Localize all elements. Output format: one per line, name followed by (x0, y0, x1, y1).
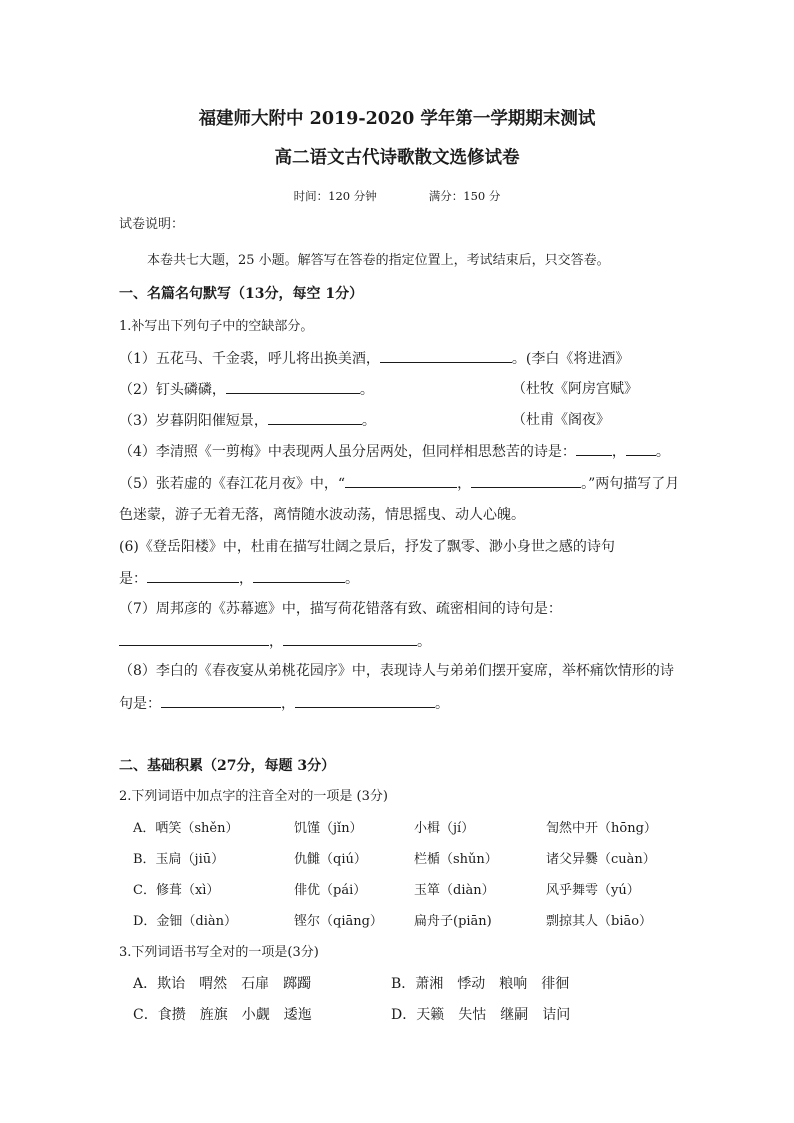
answer-blank[interactable] (226, 380, 360, 394)
answer-blank[interactable] (626, 442, 656, 456)
answer-blank[interactable] (119, 632, 269, 646)
item-1-7-cont: ， 。 (119, 632, 431, 651)
q2-option-b-word-3: 栏楯（shǔn） (414, 852, 498, 867)
item-1-5: （5）张若虚的《春江花月夜》中，“ ， 。”两句描写了月 (119, 476, 680, 492)
q2-option-b-word-2: 仇雠（qiú） (294, 852, 367, 867)
item-1-4: （4）李清照《一剪梅》中表现两人虽分居两处，但同样相思愁苦的诗是： ， 。 (119, 444, 670, 460)
q2-option-d-word-2: 铿尔（qiāng） (294, 914, 383, 929)
item-1-6-cont: 是： ， 。 (119, 571, 359, 587)
q2-option-b-word-1[interactable]: B．玉扃（jiū） (133, 852, 225, 867)
q2-option-c-word-1[interactable]: C．修葺（xì） (133, 883, 220, 898)
q3-option-a[interactable]: A．欺诒 喟然 石扉 踯躅 (133, 976, 312, 992)
instructions-text: 本卷共七大题，25 小题。解答写在答卷的指定位置上，考试结束后，只交答卷。 (147, 253, 610, 268)
item-1-5-cont: 色迷蒙，游子无着无落，离情随水波动荡，情思摇曳、动人心魄。 (119, 507, 525, 523)
q2-option-d-word-1[interactable]: D．金钿（diàn） (133, 914, 238, 929)
q2-option-a-word-1[interactable]: A．哂笑（shěn） (133, 821, 239, 836)
item-1-3-source: （杜甫《阁夜》 (512, 412, 610, 428)
answer-blank[interactable] (283, 632, 417, 646)
exam-meta (0, 188, 794, 204)
item-1-2: （2）钉头磷磷， 。 (119, 382, 374, 398)
q2-option-d-word-3: 扁舟子(piān) (414, 914, 492, 929)
q2-option-a-word-4: 訇然中开（hōng） (546, 821, 657, 836)
q2-option-a-word-3: 小楫（jí） (414, 821, 475, 836)
q2-option-c-word-4: 风乎舞雩（yú） (546, 883, 640, 898)
question-2: 2.下列词语中加点字的注音全对的一项是 (3分) (119, 789, 388, 804)
answer-blank[interactable] (295, 694, 435, 708)
item-1-7: （7）周邦彦的《苏幕遮》中，描写荷花错落有致、疏密相间的诗句是： (119, 601, 562, 617)
item-1-2-source: （杜牧《阿房宫赋》 (512, 381, 638, 397)
q2-option-a-word-2: 饥馑（jǐn） (294, 821, 363, 836)
item-1-6: (6)《登岳阳楼》中，杜甫在描写壮阔之景后，抒发了飘零、渺小身世之感的诗句 (119, 539, 615, 555)
answer-blank[interactable] (345, 474, 457, 488)
section1-heading: 一、名篇名句默写（13分，每空 1分） (119, 286, 364, 302)
item-1-8-cont: 句是： ， 。 (119, 696, 449, 712)
full-score: 满分：150 分 (428, 189, 501, 203)
answer-blank[interactable] (380, 349, 512, 363)
item-1-1: （1）五花马、千金裘，呼儿将出换美酒， 。(李白《将进酒》 (119, 351, 630, 367)
q3-option-c[interactable]: C．食攒 旌旗 小觑 逶迤 (133, 1007, 312, 1023)
q2-option-c-word-2: 俳优（pái） (294, 883, 367, 898)
item-1-8: （8）李白的《春夜宴从弟桃花园序》中，表现诗人与弟弟们摆开宴席，举杯痛饮情形的诗 (119, 663, 674, 679)
exam-subtitle: 高二语文古代诗歌散文选修试卷 (274, 148, 520, 168)
q3-option-d[interactable]: D．天籁 失怙 继嗣 诘问 (391, 1007, 571, 1023)
answer-blank[interactable] (253, 569, 345, 583)
instructions-label: 试卷说明： (119, 217, 185, 232)
section2-heading: 二、基础积累（27分，每题 3分） (119, 758, 336, 774)
q2-option-c-word-3: 玉箪（diàn） (414, 883, 495, 898)
q2-option-b-word-4: 诸父异爨（cuàn） (546, 852, 656, 867)
item-1-3: （3）岁暮阴阳催短景， 。 (119, 413, 376, 429)
answer-blank[interactable] (268, 411, 362, 425)
answer-blank[interactable] (161, 694, 281, 708)
question-3: 3.下列词语书写全对的一项是(3分) (119, 945, 319, 960)
q2-option-d-word-4: 剽掠其人（biāo） (546, 914, 653, 929)
answer-blank[interactable] (471, 474, 581, 488)
answer-blank[interactable] (147, 569, 239, 583)
exam-title: 福建师大附中 2019-2020 学年第一学期期末测试 (198, 109, 596, 129)
time-limit: 时间：120 分钟 (293, 189, 377, 203)
q3-option-b[interactable]: B．萧湘 悸动 粮响 徘徊 (391, 976, 570, 992)
answer-blank[interactable] (576, 442, 612, 456)
question-1: 1.补写出下列句子中的空缺部分。 (119, 319, 314, 334)
